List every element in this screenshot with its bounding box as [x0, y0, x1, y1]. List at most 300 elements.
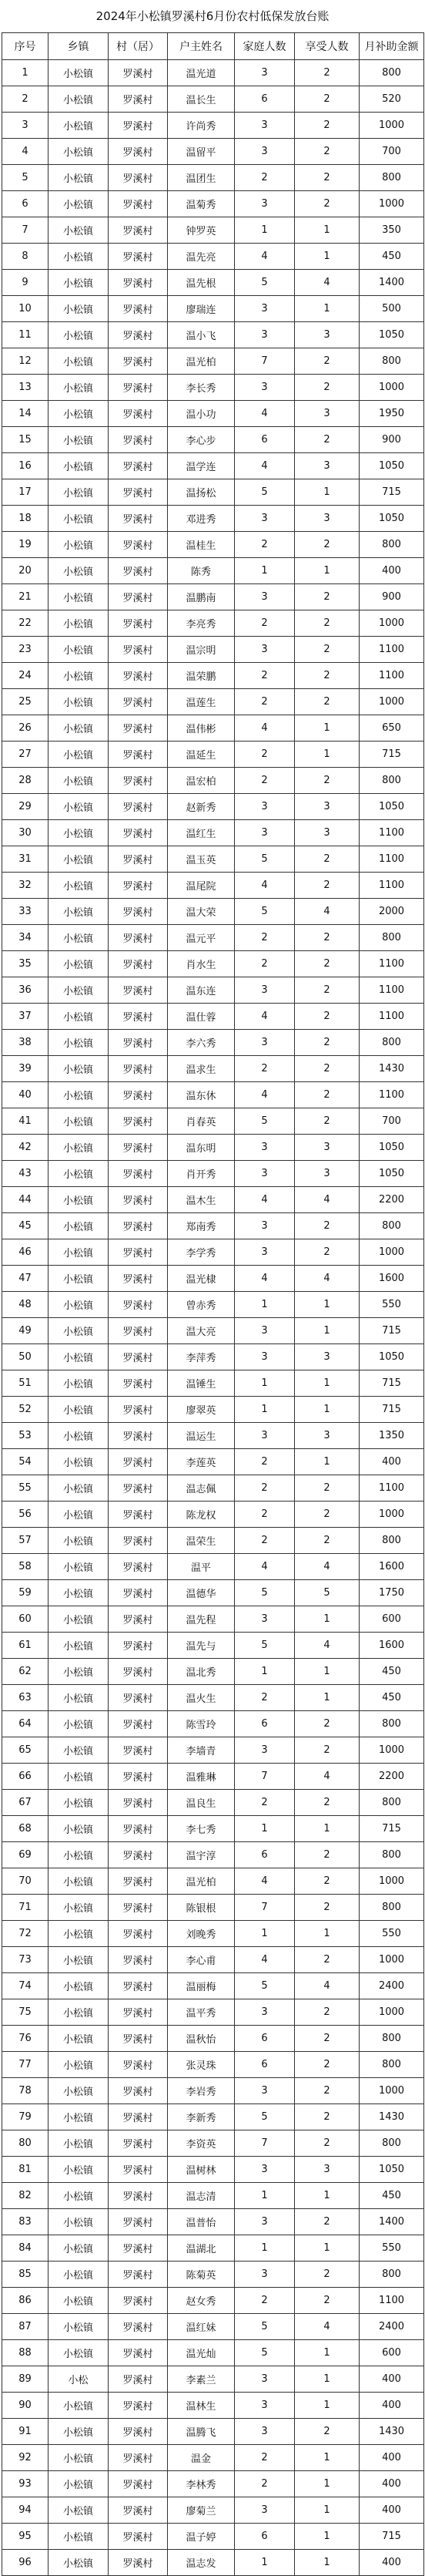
cell-beneficiaries: 1 — [295, 1397, 360, 1423]
cell-index: 19 — [2, 532, 49, 558]
cell-family-size: 4 — [235, 401, 295, 427]
cell-index: 24 — [2, 663, 49, 689]
cell-householder: 李萍秀 — [168, 1344, 235, 1370]
table-row — [2, 610, 424, 637]
cell-family-size: 5 — [235, 2104, 295, 2130]
cell-index: 58 — [2, 1554, 49, 1580]
table-row — [2, 1606, 424, 1633]
cell-family-size: 2 — [235, 2445, 295, 2471]
cell-family-size: 1 — [235, 2235, 295, 2262]
cell-family-size: 4 — [235, 873, 295, 899]
cell-index: 22 — [2, 610, 49, 637]
cell-family-size: 3 — [235, 1999, 295, 2026]
table-row — [2, 479, 424, 506]
cell-village: 罗溪村 — [109, 1370, 168, 1397]
cell-monthly-subsidy: 715 — [360, 1318, 424, 1344]
cell-index: 23 — [2, 637, 49, 663]
cell-beneficiaries: 4 — [295, 1764, 360, 1790]
cell-monthly-subsidy: 2000 — [360, 899, 424, 925]
table-row — [2, 191, 424, 217]
cell-township: 小松镇 — [49, 1633, 109, 1659]
table-row — [2, 86, 424, 113]
cell-beneficiaries: 1 — [295, 2550, 360, 2576]
cell-family-size: 3 — [235, 113, 295, 139]
cell-township: 小松镇 — [49, 2157, 109, 2183]
cell-family-size: 4 — [235, 1082, 295, 1108]
table-row — [2, 1816, 424, 1842]
cell-village: 罗溪村 — [109, 1947, 168, 1973]
cell-village: 罗溪村 — [109, 2130, 168, 2157]
table-row — [2, 217, 424, 244]
cell-monthly-subsidy: 1100 — [360, 1082, 424, 1108]
cell-householder: 温平秀 — [168, 1999, 235, 2026]
table-row — [2, 2078, 424, 2104]
cell-householder: 温腾飞 — [168, 2419, 235, 2445]
cell-township: 小松镇 — [49, 584, 109, 610]
cell-monthly-subsidy: 800 — [360, 1895, 424, 1921]
cell-family-size: 2 — [235, 925, 295, 951]
cell-township: 小松镇 — [49, 1921, 109, 1947]
cell-beneficiaries: 2 — [295, 2026, 360, 2052]
cell-monthly-subsidy: 1100 — [360, 951, 424, 977]
cell-township: 小松镇 — [49, 742, 109, 768]
cell-village: 罗溪村 — [109, 1685, 168, 1711]
cell-index: 4 — [2, 139, 49, 165]
cell-beneficiaries: 1 — [295, 244, 360, 270]
cell-index: 84 — [2, 2235, 49, 2262]
cell-township: 小松镇 — [49, 2026, 109, 2052]
cell-village: 罗溪村 — [109, 1449, 168, 1475]
cell-township: 小松镇 — [49, 139, 109, 165]
cell-beneficiaries: 3 — [295, 401, 360, 427]
cell-monthly-subsidy: 650 — [360, 715, 424, 742]
cell-township: 小松镇 — [49, 2209, 109, 2235]
cell-monthly-subsidy: 800 — [360, 60, 424, 86]
cell-village: 罗溪村 — [109, 1868, 168, 1895]
cell-monthly-subsidy: 400 — [360, 558, 424, 584]
cell-village: 罗溪村 — [109, 479, 168, 506]
cell-village: 罗溪村 — [109, 1842, 168, 1868]
table-row — [2, 715, 424, 742]
cell-beneficiaries: 1 — [295, 715, 360, 742]
cell-township: 小松镇 — [49, 1449, 109, 1475]
cell-family-size: 3 — [235, 820, 295, 846]
table-row — [2, 1030, 424, 1056]
cell-village: 罗溪村 — [109, 1737, 168, 1764]
table-row — [2, 401, 424, 427]
cell-beneficiaries: 2 — [295, 1108, 360, 1135]
cell-township: 小松镇 — [49, 899, 109, 925]
table-row — [2, 1370, 424, 1397]
table-row — [2, 1528, 424, 1554]
cell-village: 罗溪村 — [109, 558, 168, 584]
cell-beneficiaries: 1 — [295, 1449, 360, 1475]
cell-monthly-subsidy: 900 — [360, 427, 424, 453]
cell-township: 小松镇 — [49, 1108, 109, 1135]
table-row — [2, 2445, 424, 2471]
cell-village: 罗溪村 — [109, 2104, 168, 2130]
cell-village: 罗溪村 — [109, 1973, 168, 1999]
cell-monthly-subsidy: 715 — [360, 2524, 424, 2550]
table-row — [2, 1764, 424, 1790]
cell-family-size: 6 — [235, 2026, 295, 2052]
cell-monthly-subsidy: 800 — [360, 768, 424, 794]
cell-township: 小松镇 — [49, 1266, 109, 1292]
cell-family-size: 3 — [235, 1030, 295, 1056]
cell-index: 26 — [2, 715, 49, 742]
cell-householder: 李心步 — [168, 427, 235, 453]
cell-index: 64 — [2, 1711, 49, 1737]
cell-monthly-subsidy: 1050 — [360, 453, 424, 479]
cell-beneficiaries: 2 — [295, 1842, 360, 1868]
cell-family-size: 7 — [235, 1895, 295, 1921]
cell-beneficiaries: 4 — [295, 270, 360, 296]
cell-monthly-subsidy: 1000 — [360, 113, 424, 139]
cell-householder: 温先根 — [168, 270, 235, 296]
cell-monthly-subsidy: 800 — [360, 1842, 424, 1868]
cell-township: 小松镇 — [49, 1030, 109, 1056]
cell-township: 小松镇 — [49, 60, 109, 86]
cell-township: 小松镇 — [49, 1711, 109, 1737]
cell-village: 罗溪村 — [109, 2262, 168, 2288]
cell-family-size: 5 — [235, 1633, 295, 1659]
cell-family-size: 6 — [235, 2524, 295, 2550]
cell-householder: 温玉英 — [168, 846, 235, 873]
cell-beneficiaries: 2 — [295, 925, 360, 951]
table-row — [2, 506, 424, 532]
cell-householder: 温树林 — [168, 2157, 235, 2183]
cell-beneficiaries: 2 — [295, 2209, 360, 2235]
cell-beneficiaries: 1 — [295, 2183, 360, 2209]
cell-monthly-subsidy: 400 — [360, 2393, 424, 2419]
cell-township: 小松镇 — [49, 2419, 109, 2445]
cell-index: 75 — [2, 1999, 49, 2026]
cell-monthly-subsidy: 900 — [360, 584, 424, 610]
cell-family-size: 2 — [235, 951, 295, 977]
cell-index: 52 — [2, 1397, 49, 1423]
cell-householder: 温子婷 — [168, 2524, 235, 2550]
table-row — [2, 532, 424, 558]
cell-householder: 温东休 — [168, 1082, 235, 1108]
cell-monthly-subsidy: 700 — [360, 1108, 424, 1135]
cell-householder: 温小飞 — [168, 322, 235, 348]
cell-family-size: 2 — [235, 1475, 295, 1502]
cell-township: 小松镇 — [49, 1737, 109, 1764]
cell-family-size: 1 — [235, 1659, 295, 1685]
header-village: 村（居） — [109, 33, 168, 60]
cell-monthly-subsidy: 1050 — [360, 322, 424, 348]
cell-householder: 张灵珠 — [168, 2052, 235, 2078]
table-row — [2, 899, 424, 925]
cell-family-size: 4 — [235, 244, 295, 270]
cell-village: 罗溪村 — [109, 2052, 168, 2078]
cell-township: 小松镇 — [49, 1554, 109, 1580]
table-row — [2, 820, 424, 846]
cell-monthly-subsidy: 1400 — [360, 2209, 424, 2235]
cell-beneficiaries: 1 — [295, 479, 360, 506]
cell-township: 小松镇 — [49, 794, 109, 820]
cell-monthly-subsidy: 1050 — [360, 2157, 424, 2183]
table-row — [2, 1554, 424, 1580]
cell-township: 小松镇 — [49, 925, 109, 951]
cell-beneficiaries: 2 — [295, 86, 360, 113]
cell-township: 小松镇 — [49, 1528, 109, 1554]
cell-village: 罗溪村 — [109, 139, 168, 165]
cell-householder: 温尾院 — [168, 873, 235, 899]
cell-beneficiaries: 2 — [295, 1004, 360, 1030]
cell-householder: 温宏柏 — [168, 768, 235, 794]
cell-beneficiaries: 2 — [295, 2262, 360, 2288]
cell-township: 小松镇 — [49, 217, 109, 244]
cell-index: 28 — [2, 768, 49, 794]
cell-monthly-subsidy: 1100 — [360, 1004, 424, 1030]
cell-family-size: 3 — [235, 1161, 295, 1187]
cell-index: 41 — [2, 1108, 49, 1135]
cell-village: 罗溪村 — [109, 86, 168, 113]
cell-index: 51 — [2, 1370, 49, 1397]
cell-householder: 许尚秀 — [168, 113, 235, 139]
cell-village: 罗溪村 — [109, 191, 168, 217]
cell-beneficiaries: 2 — [295, 1711, 360, 1737]
cell-village: 罗溪村 — [109, 951, 168, 977]
cell-index: 95 — [2, 2524, 49, 2550]
cell-village: 罗溪村 — [109, 1397, 168, 1423]
cell-village: 罗溪村 — [109, 1606, 168, 1633]
cell-village: 罗溪村 — [109, 873, 168, 899]
cell-householder: 温林生 — [168, 2393, 235, 2419]
page-title: 2024年小松镇罗溪村6月份农村低保发放台账 — [95, 9, 330, 23]
cell-index: 56 — [2, 1502, 49, 1528]
cell-beneficiaries: 1 — [295, 2393, 360, 2419]
table-row — [2, 1397, 424, 1423]
cell-monthly-subsidy: 800 — [360, 532, 424, 558]
table-row — [2, 742, 424, 768]
cell-monthly-subsidy: 700 — [360, 139, 424, 165]
cell-township: 小松镇 — [49, 2340, 109, 2366]
table-row — [2, 1921, 424, 1947]
cell-monthly-subsidy: 1050 — [360, 1161, 424, 1187]
cell-beneficiaries: 2 — [295, 427, 360, 453]
table-row — [2, 1056, 424, 1082]
cell-householder: 肖春英 — [168, 1108, 235, 1135]
cell-beneficiaries: 2 — [295, 348, 360, 375]
cell-family-size: 4 — [235, 1554, 295, 1580]
cell-householder: 温大荣 — [168, 899, 235, 925]
table-row — [2, 427, 424, 453]
cell-township: 小松镇 — [49, 1842, 109, 1868]
cell-village: 罗溪村 — [109, 1108, 168, 1135]
cell-index: 89 — [2, 2366, 49, 2393]
cell-family-size: 3 — [235, 2419, 295, 2445]
cell-index: 68 — [2, 1816, 49, 1842]
cell-township: 小松镇 — [49, 1082, 109, 1108]
cell-householder: 温先亮 — [168, 244, 235, 270]
cell-monthly-subsidy: 400 — [360, 1449, 424, 1475]
cell-index: 93 — [2, 2471, 49, 2497]
cell-householder: 曾赤秀 — [168, 1292, 235, 1318]
cell-family-size: 1 — [235, 2550, 295, 2576]
cell-family-size: 3 — [235, 296, 295, 322]
cell-township: 小松镇 — [49, 113, 109, 139]
cell-index: 34 — [2, 925, 49, 951]
cell-village: 罗溪村 — [109, 532, 168, 558]
table-row — [2, 2419, 424, 2445]
cell-householder: 温普怡 — [168, 2209, 235, 2235]
cell-village: 罗溪村 — [109, 1292, 168, 1318]
cell-householder: 李长秀 — [168, 375, 235, 401]
cell-beneficiaries: 4 — [295, 1266, 360, 1292]
cell-township: 小松 — [49, 2366, 109, 2393]
cell-township: 小松镇 — [49, 532, 109, 558]
cell-beneficiaries: 1 — [295, 1318, 360, 1344]
cell-householder: 温宇淳 — [168, 1842, 235, 1868]
cell-beneficiaries: 1 — [295, 1292, 360, 1318]
cell-householder: 温长生 — [168, 86, 235, 113]
cell-township: 小松镇 — [49, 1056, 109, 1082]
cell-index: 31 — [2, 846, 49, 873]
cell-monthly-subsidy: 1000 — [360, 610, 424, 637]
cell-village: 罗溪村 — [109, 1816, 168, 1842]
cell-family-size: 2 — [235, 2288, 295, 2314]
table-row — [2, 2104, 424, 2130]
cell-index: 37 — [2, 1004, 49, 1030]
table-row — [2, 2157, 424, 2183]
cell-township: 小松镇 — [49, 270, 109, 296]
cell-householder: 温求生 — [168, 1056, 235, 1082]
cell-family-size: 3 — [235, 322, 295, 348]
table-row — [2, 165, 424, 191]
cell-family-size: 1 — [235, 1397, 295, 1423]
cell-beneficiaries: 2 — [295, 60, 360, 86]
cell-township: 小松镇 — [49, 348, 109, 375]
cell-monthly-subsidy: 550 — [360, 1292, 424, 1318]
cell-index: 59 — [2, 1580, 49, 1606]
cell-index: 49 — [2, 1318, 49, 1344]
cell-index: 25 — [2, 689, 49, 715]
cell-township: 小松镇 — [49, 2497, 109, 2524]
cell-monthly-subsidy: 1430 — [360, 2104, 424, 2130]
cell-index: 36 — [2, 977, 49, 1004]
cell-beneficiaries: 3 — [295, 1161, 360, 1187]
cell-township: 小松镇 — [49, 663, 109, 689]
cell-village: 罗溪村 — [109, 1056, 168, 1082]
cell-family-size: 1 — [235, 217, 295, 244]
cell-beneficiaries: 3 — [295, 794, 360, 820]
cell-township: 小松镇 — [49, 191, 109, 217]
cell-village: 罗溪村 — [109, 2157, 168, 2183]
cell-family-size: 3 — [235, 1213, 295, 1239]
table-row — [2, 1239, 424, 1266]
cell-village: 罗溪村 — [109, 715, 168, 742]
cell-village: 罗溪村 — [109, 2026, 168, 2052]
cell-monthly-subsidy: 2400 — [360, 2314, 424, 2340]
cell-monthly-subsidy: 400 — [360, 2445, 424, 2471]
cell-family-size: 3 — [235, 1318, 295, 1344]
cell-family-size: 2 — [235, 2471, 295, 2497]
table-row — [2, 1685, 424, 1711]
cell-householder: 温菊秀 — [168, 191, 235, 217]
table-row — [2, 2288, 424, 2314]
cell-index: 94 — [2, 2497, 49, 2524]
cell-index: 77 — [2, 2052, 49, 2078]
cell-family-size: 6 — [235, 86, 295, 113]
cell-beneficiaries: 1 — [295, 1659, 360, 1685]
cell-family-size: 3 — [235, 506, 295, 532]
table-row — [2, 60, 424, 86]
cell-township: 小松镇 — [49, 1606, 109, 1633]
cell-family-size: 1 — [235, 2183, 295, 2209]
cell-family-size: 5 — [235, 479, 295, 506]
cell-monthly-subsidy: 1100 — [360, 846, 424, 873]
table-row — [2, 2130, 424, 2157]
cell-monthly-subsidy: 400 — [360, 2497, 424, 2524]
cell-monthly-subsidy: 1950 — [360, 401, 424, 427]
table-row — [2, 951, 424, 977]
cell-householder: 李资英 — [168, 2130, 235, 2157]
cell-index: 80 — [2, 2130, 49, 2157]
cell-householder: 温东连 — [168, 977, 235, 1004]
cell-family-size: 3 — [235, 60, 295, 86]
cell-householder: 温小功 — [168, 401, 235, 427]
cell-index: 76 — [2, 2026, 49, 2052]
cell-householder: 李素兰 — [168, 2366, 235, 2393]
table-row — [2, 1475, 424, 1502]
cell-beneficiaries: 2 — [295, 2419, 360, 2445]
cell-monthly-subsidy: 2200 — [360, 1187, 424, 1213]
cell-township: 小松镇 — [49, 296, 109, 322]
cell-monthly-subsidy: 500 — [360, 296, 424, 322]
cell-householder: 温火生 — [168, 1685, 235, 1711]
cell-beneficiaries: 2 — [295, 663, 360, 689]
cell-householder: 温荣生 — [168, 1528, 235, 1554]
cell-monthly-subsidy: 1430 — [360, 2419, 424, 2445]
cell-householder: 温仕蓉 — [168, 1004, 235, 1030]
cell-beneficiaries: 2 — [295, 1528, 360, 1554]
table-header-row — [2, 33, 424, 60]
table-row — [2, 1318, 424, 1344]
table-row — [2, 296, 424, 322]
cell-beneficiaries: 1 — [295, 1606, 360, 1633]
cell-householder: 陈雪玲 — [168, 1711, 235, 1737]
cell-village: 罗溪村 — [109, 610, 168, 637]
cell-monthly-subsidy: 1050 — [360, 1135, 424, 1161]
cell-householder: 赵女秀 — [168, 2288, 235, 2314]
cell-monthly-subsidy: 1100 — [360, 1475, 424, 1502]
cell-index: 55 — [2, 1475, 49, 1502]
cell-householder: 李学秀 — [168, 1239, 235, 1266]
cell-householder: 陈银根 — [168, 1895, 235, 1921]
cell-monthly-subsidy: 800 — [360, 2026, 424, 2052]
cell-beneficiaries: 1 — [295, 1921, 360, 1947]
cell-householder: 李心甫 — [168, 1947, 235, 1973]
cell-monthly-subsidy: 2400 — [360, 1973, 424, 1999]
cell-index: 54 — [2, 1449, 49, 1475]
cell-family-size: 5 — [235, 2340, 295, 2366]
cell-family-size: 3 — [235, 139, 295, 165]
cell-index: 61 — [2, 1633, 49, 1659]
cell-beneficiaries: 2 — [295, 165, 360, 191]
cell-village: 罗溪村 — [109, 2340, 168, 2366]
table-row — [2, 1004, 424, 1030]
table-row — [2, 2183, 424, 2209]
cell-family-size: 2 — [235, 1685, 295, 1711]
cell-householder: 温平 — [168, 1554, 235, 1580]
cell-monthly-subsidy: 450 — [360, 1685, 424, 1711]
cell-index: 73 — [2, 1947, 49, 1973]
table-row — [2, 2026, 424, 2052]
cell-monthly-subsidy: 800 — [360, 1711, 424, 1737]
cell-village: 罗溪村 — [109, 2393, 168, 2419]
